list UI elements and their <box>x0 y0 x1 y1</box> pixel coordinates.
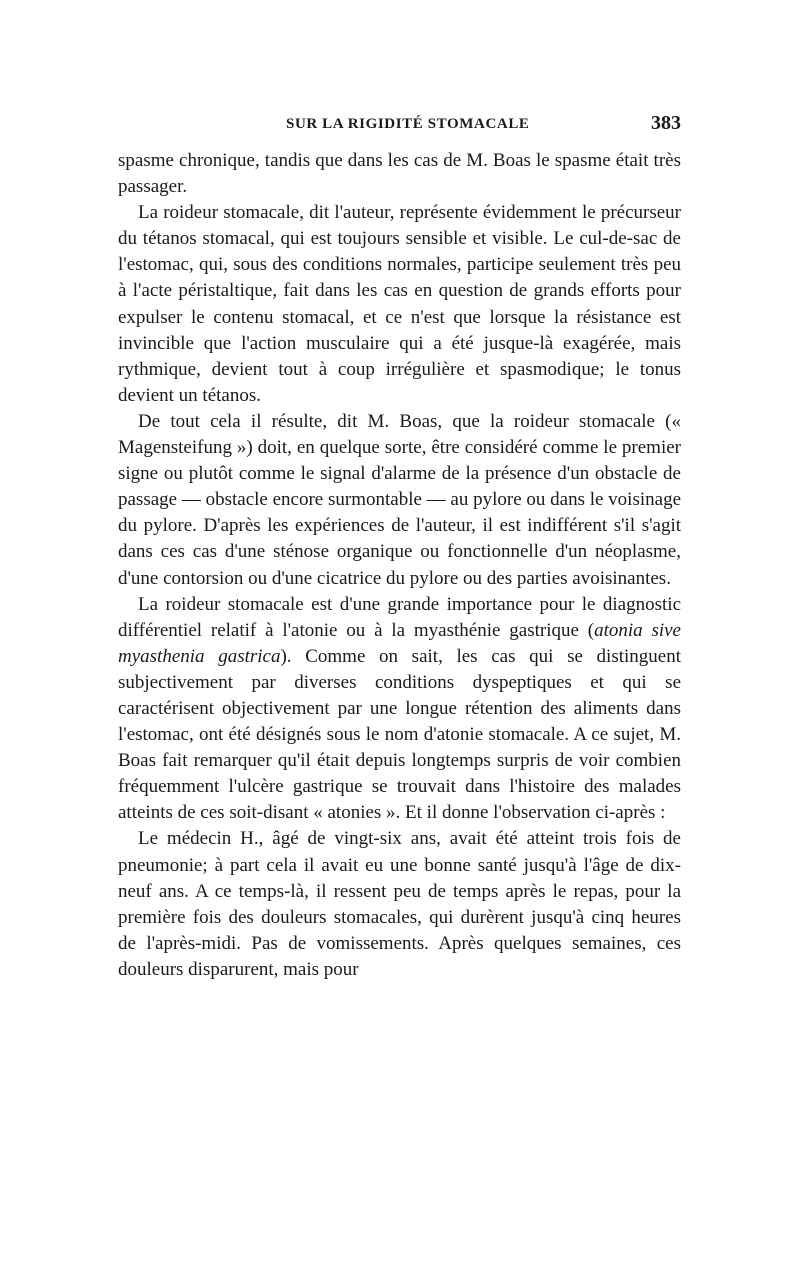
paragraph-4-text-before: La roideur stomacale est d'une grande importance pour le diagnostic différentiel relatif à l'atonie ou à la myasthénie gastrique ( <box>118 593 681 641</box>
paragraph-4-italic-term: atonia sive myasthenia gastrica <box>118 619 681 667</box>
paragraph-3: De tout cela il résulte, dit M. Boas, que la roideur stomacale (« Magensteifung ») doit, en quelque sorte, être considéré comme le premier signe ou plutôt comme le signal d'alarme de la présence d'un obstacle de passage — obstacle encore surmontable — au pylore ou dans le voisinage du pylore. D'après les expériences de l'auteur, il est indifférent s'il s'agit dans ces cas d'une sténose organique ou fonctionnelle d'un néoplasme, d'une contorsion ou d'une cicatrice du pylore ou des parties avoisinantes. <box>118 410 681 589</box>
book-page <box>118 108 681 983</box>
running-title: SUR LA RIGIDITÉ STOMACALE <box>286 116 530 132</box>
paragraph-4 <box>118 592 681 827</box>
paragraph-5: Le médecin H., âgé de vingt-six ans, avait été atteint trois fois de pneumonie; à part cela il avait eu une bonne santé jusqu'à l'âge de dix-neuf ans. A ce temps-là, il ressent peu de temps après le repas, pour la première fois des douleurs stomacales, qui durèrent jusqu'à cinq heures de l'après-midi. Pas de vomissements. Après quelques semaines, ces douleurs disparurent, mais pour <box>118 828 681 980</box>
page-number: 383 <box>651 112 681 134</box>
paragraph-2: La roideur stomacale, dit l'auteur, représente évidemment le précurseur du tétanos stomacal, qui est toujours sensible et visible. Le cul-de-sac de l'estomac, qui, sous des conditions normales, participe seulement très peu à l'acte péristaltique, fait dans les cas en question de grands efforts pour expulser le contenu stomacal, et ce n'est que lorsque la résistance est invincible que l'action musculaire qui a été jusque-là exagérée, mais rythmique, devient tout à coup irrégulière et spasmodique; le tonus devient un tétanos. <box>118 202 681 406</box>
paragraph-1: spasme chronique, tandis que dans les cas de M. Boas le spasme était très passager. <box>118 150 681 198</box>
paragraph-4-text-after: ). Comme on sait, les cas qui se distinguent subjectivement par diverses conditions dyspeptiques et qui se caractérisent objectivement par une longue rétention des aliments dans l'estomac, ont été désignés sous le nom d'atonie stomacale. A ce sujet, M. Boas fait remarquer qu'il était depuis longtemps surpris de voir combien fréquemment l'ulcère gastrique se trouvait dans l'histoire des malades atteints de ces soit-disant « atonies ». Et il donne l'observation ci-après : <box>118 645 681 824</box>
running-head <box>118 108 681 148</box>
